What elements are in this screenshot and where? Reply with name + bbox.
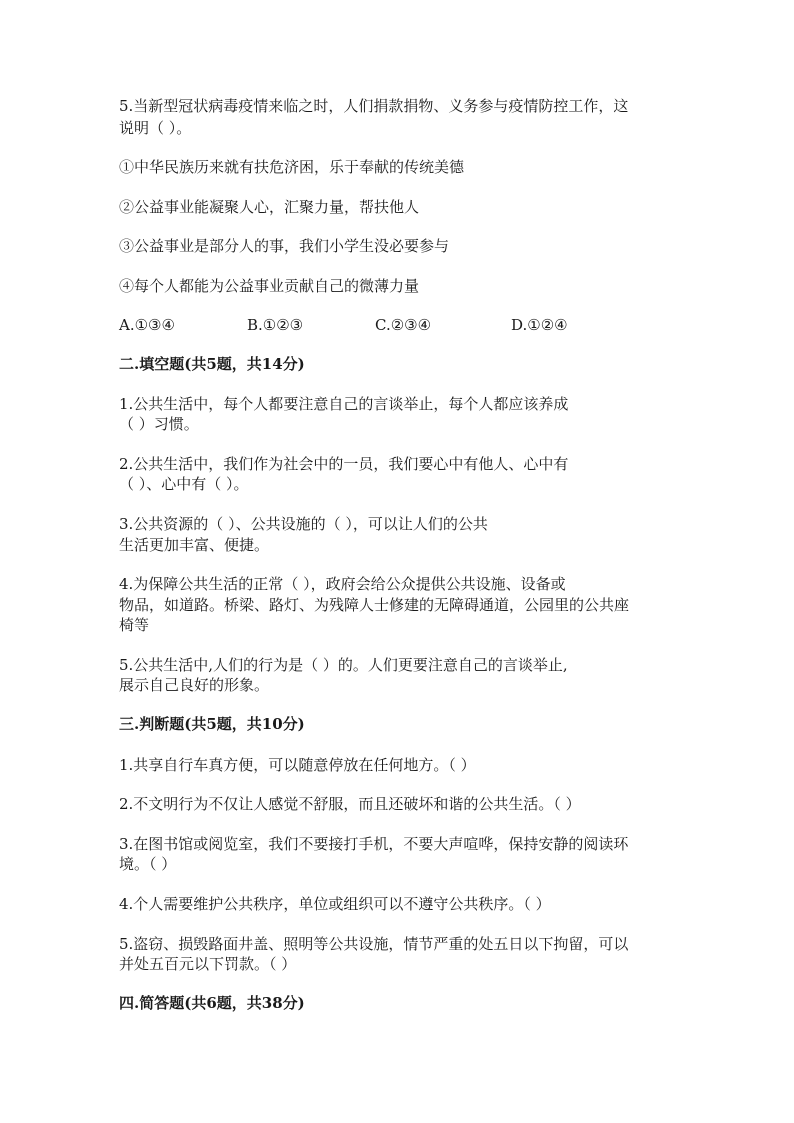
fill-q3-line-1: 3.公共资源的（ ）、公共设施的（ ），可以让人们的公共: [119, 515, 488, 533]
fill-q2-line-2: （ ）、心中有（ ）。: [119, 475, 249, 493]
section-4-title: 四.简答题(共6题，共38分): [119, 994, 305, 1012]
section-2-title: 二.填空题(共5题，共14分): [119, 355, 305, 373]
statement-2: ②公益事业能凝聚人心，汇聚力量，帮扶他人: [119, 198, 420, 216]
judge-q3-line-2: 境。（ ）: [119, 855, 177, 873]
option-a: A.①③④: [119, 316, 175, 334]
judge-q5-line-1: 5.盗窃、损毁路面井盖、照明等公共设施，情节严重的处五日以下拘留，可以: [119, 935, 629, 953]
fill-q4-line-2: 物品，如道路。桥梁、路灯、为残障人士修建的无障碍通道，公园里的公共座: [119, 596, 630, 614]
section-3-title: 三.判断题(共5题，共10分): [119, 715, 305, 733]
option-b: B.①②③: [247, 316, 304, 334]
fill-q4-line-1: 4.为保障公共生活的正常（ ），政府会给公众提供公共设施、设备或: [119, 575, 566, 593]
judge-q2: 2.不文明行为不仅让人感觉不舒服，而且还破坏和谐的公共生活。（ ）: [119, 795, 581, 813]
option-d: D.①②④: [511, 316, 568, 334]
mc-question-line-1: 5.当新型冠状病毒疫情来临之时，人们捐款捐物、义务参与疫情防控工作，这: [119, 97, 629, 115]
fill-q1-line-1: 1.公共生活中，每个人都要注意自己的言谈举止，每个人都应该养成: [119, 395, 569, 413]
statement-4: ④每个人都能为公益事业贡献自己的微薄力量: [119, 277, 420, 295]
fill-q3-line-2: 生活更加丰富、便捷。: [119, 536, 270, 554]
option-c: C.②③④: [375, 316, 432, 334]
statement-1: ①中华民族历来就有扶危济困，乐于奉献的传统美德: [119, 158, 465, 176]
statement-3: ③公益事业是部分人的事，我们小学生没必要参与: [119, 237, 450, 255]
judge-q5-line-2: 并处五百元以下罚款。（ ）: [119, 955, 297, 973]
fill-q4-line-3: 椅等: [119, 616, 150, 634]
fill-q5-line-2: 展示自己良好的形象。: [119, 676, 270, 694]
fill-q2-line-1: 2.公共生活中，我们作为社会中的一员，我们要心中有他人、心中有: [119, 455, 569, 473]
fill-q1-line-2: （ ）习惯。: [119, 415, 199, 433]
judge-q3-line-1: 3.在图书馆或阅览室，我们不要接打手机，不要大声喧哗，保持安静的阅读环: [119, 835, 629, 853]
mc-question-line-2: 说明（ ）。: [119, 119, 192, 137]
fill-q5-line-1: 5.公共生活中,人们的行为是（ ）的。人们更要注意自己的言谈举止,: [119, 656, 568, 674]
judge-q4: 4.个人需要维护公共秩序，单位或组织可以不遵守公共秩序。（ ）: [119, 895, 551, 913]
judge-q1: 1.共享自行车真方便，可以随意停放在任何地方。（ ）: [119, 756, 476, 774]
